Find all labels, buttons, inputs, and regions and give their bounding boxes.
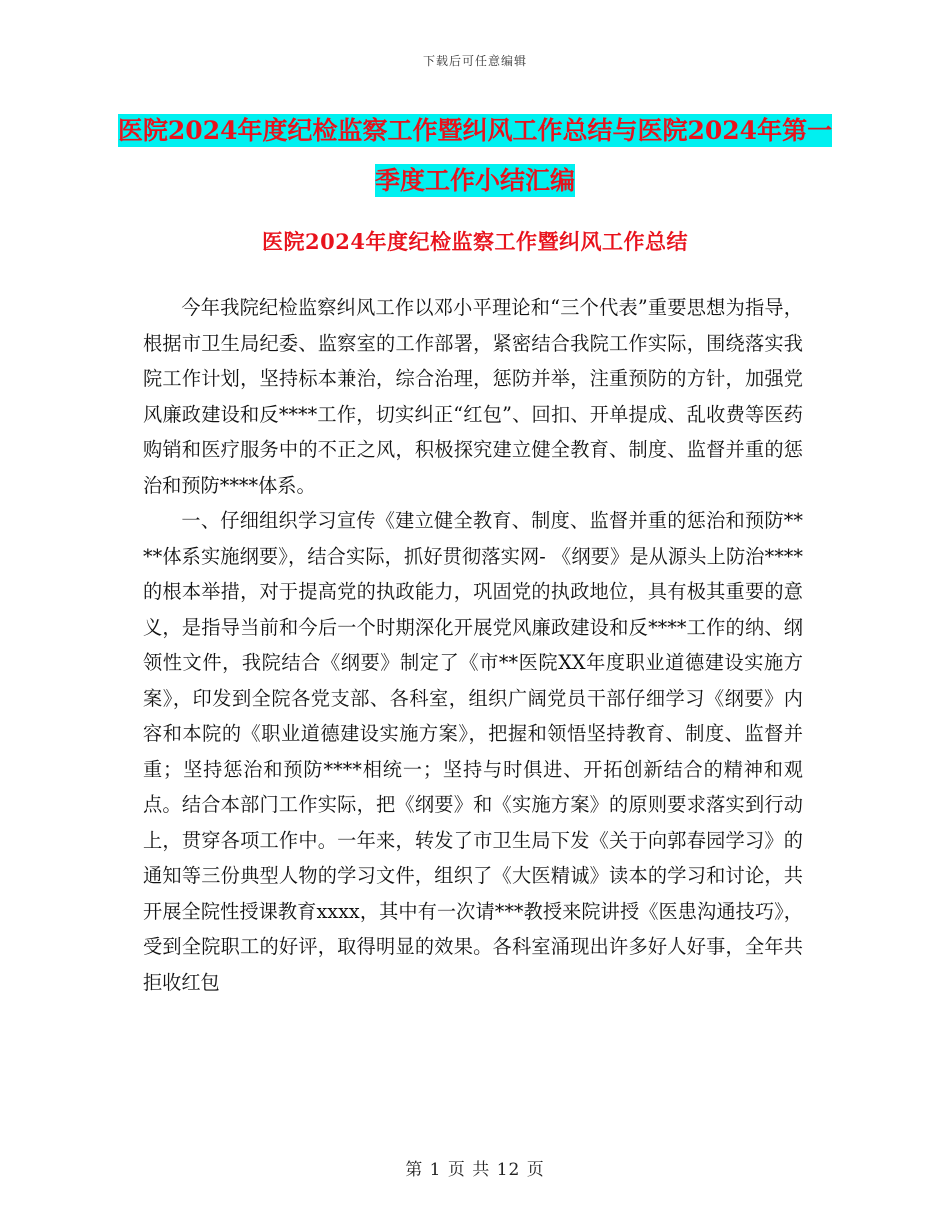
document-title-highlight: 医院2024年度纪检监察工作暨纠风工作总结与医院2024年第一季度工作小结汇编 <box>117 116 833 195</box>
section-title: 医院2024年度纪检监察工作暨纠风工作总结 <box>262 229 688 254</box>
document-title <box>110 106 840 206</box>
paragraph: 一、仔细组织学习宣传《建立健全教育、制度、监督并重的惩治和预防****体系实施纲要》，结合实际，抓好贯彻落实网- 《纲要》是从源头上防治****的根本举措，对于提高党的执政能力，巩固党的执政地位，具有极其重要的意义，是指导当前和今后一个时期深化开展党风廉政建设和反****工作的纳、纲领性文件，我院结合《纲要》制定了《市**医院XX年度职业道德建设实施方案》，印发到全院各党支部、各科室，组织广阔党员干部仔细学习《纲要》内容和本院的《职业道德建设实施方案》，把握和领悟坚持教育、制度、监督并重；坚持惩治和预防****相统一；坚持与时俱进、开拓创新结合的精神和观点。结合本部门工作实际，把《纲要》和《实施方案》的原则要求落实到行动上，贯穿各项工作中。一年来，转发了市卫生局下发《关于向郭春园学习》的通知等三份典型人物的学习文件，组织了《大医精诚》读本的学习和讨论，共开展全院性授课教育xxxx，其中有一次请***教授来院讲授《医患沟通技巧》，受到全院职工的好评，取得明显的效果。各科室涌现出许多好人好事，全年共拒收红包 <box>143 509 803 994</box>
page-number: 第 1 页 共 12 页 <box>405 1160 545 1180</box>
paragraph: 今年我院纪检监察纠风工作以邓小平理论和“三个代表”重要思想为指导，根据市卫生局纪委、监察室的工作部署，紧密结合我院工作实际，围绕落实我院工作计划，坚持标本兼治，综合治理，惩防并举，注重预防的方针，加强党风廉政建设和反****工作，切实纠正“红包”、回扣、开单提成、乱收费等医药购销和医疗服务中的不正之风，积极探究建立健全教育、制度、监督并重的惩治和预防****体系。 <box>143 296 803 497</box>
page-header-note: 下载后可任意编辑 <box>422 54 527 68</box>
document-body <box>143 290 803 1000</box>
